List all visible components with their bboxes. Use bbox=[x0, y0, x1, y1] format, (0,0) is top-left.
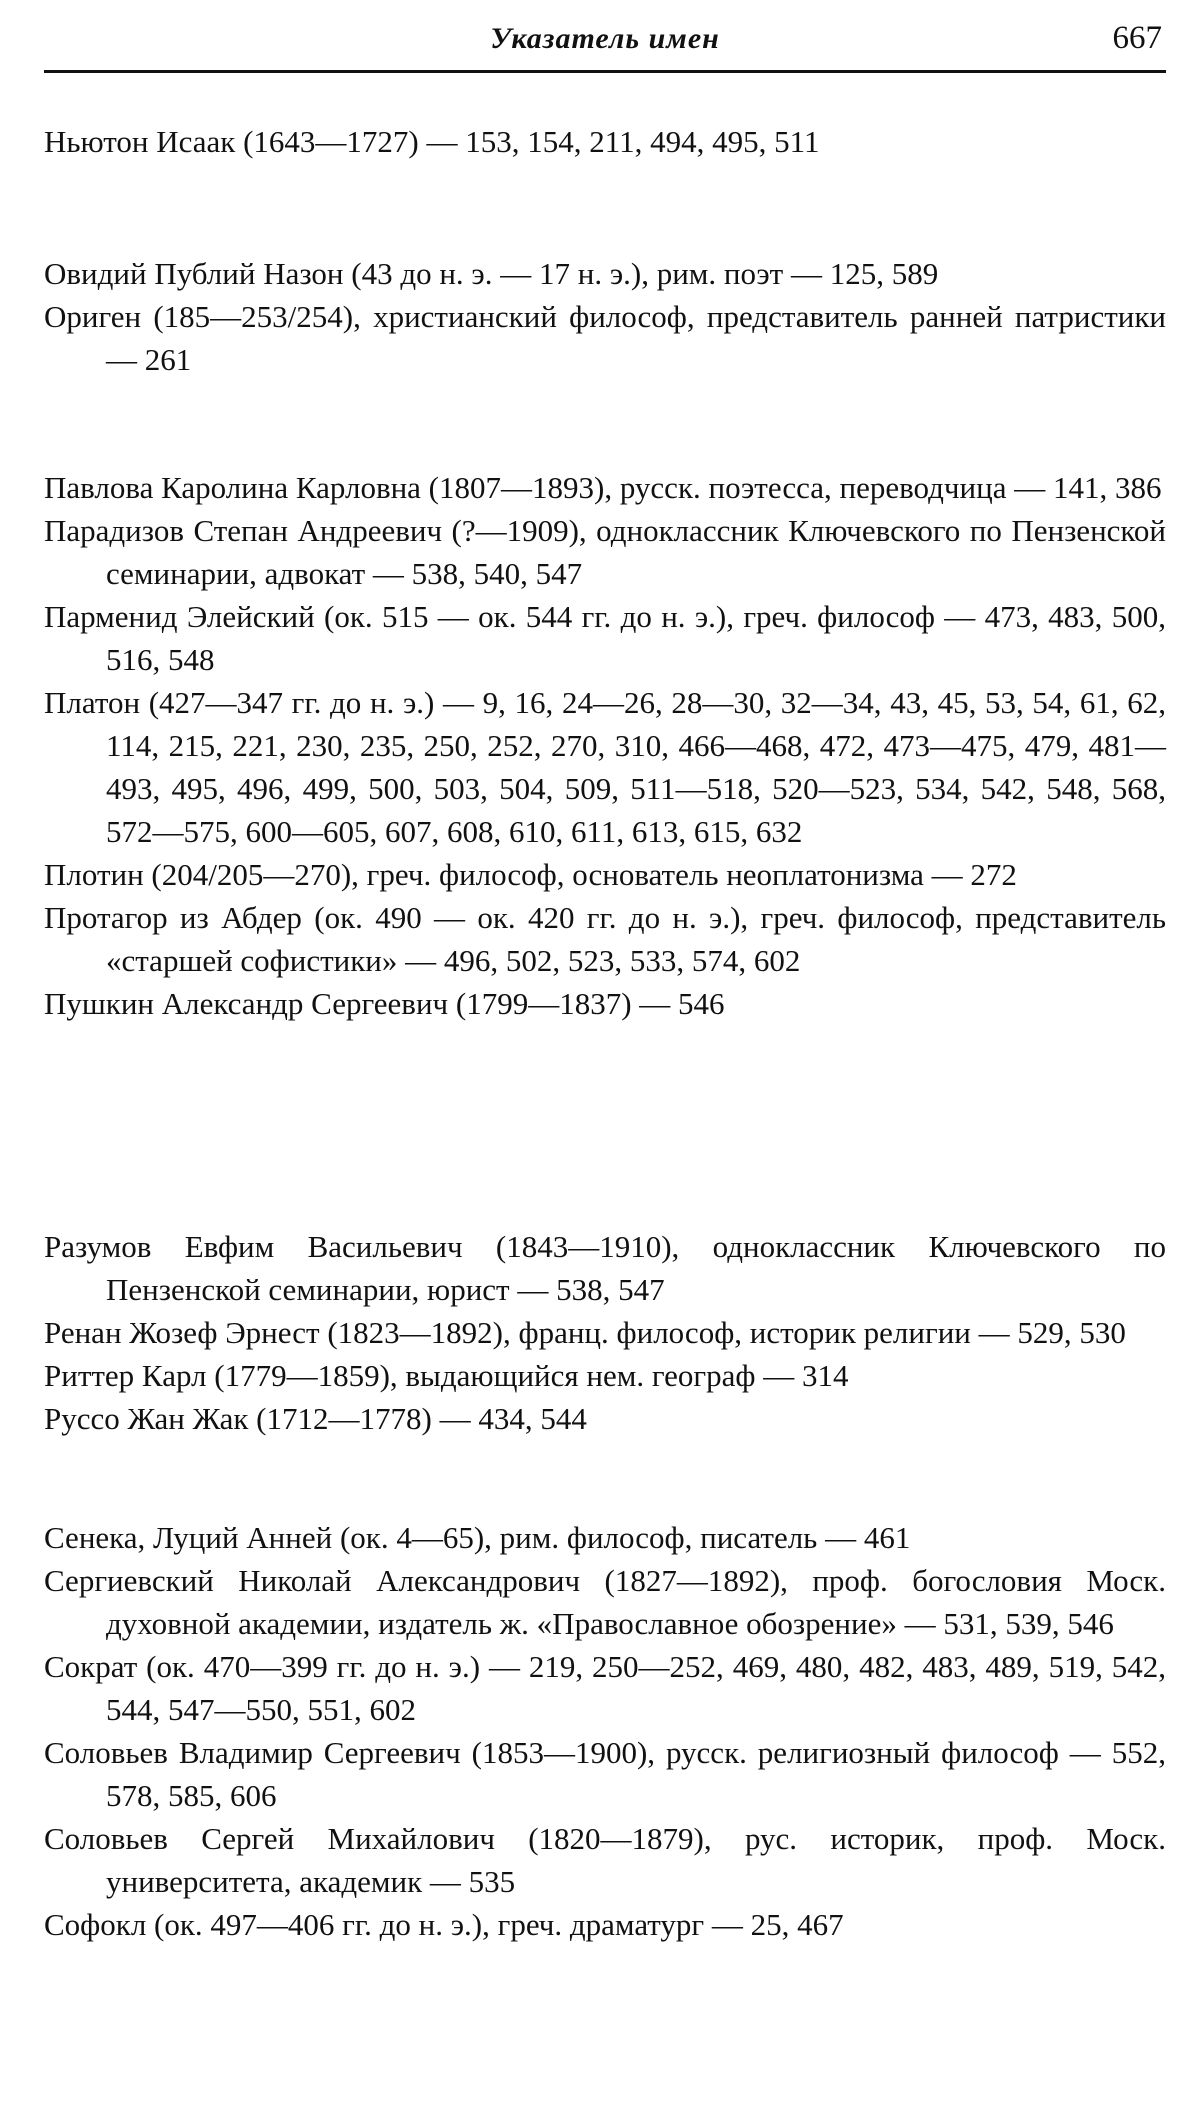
index-entry: Ренан Жозеф Эрнест (1823—1892), франц. философ, историк религии — 529, 530 bbox=[44, 1315, 1126, 1350]
index-entry: Руссо Жан Жак (1712—1778) — 434, 544 bbox=[44, 1401, 587, 1436]
index-entry: Сергиевский Николай Александрович (1827—1892), проф. богословия Моск. духовной академии, издатель ж. «Православное обозрение» — 531, 539, 546 bbox=[44, 1563, 1166, 1641]
index-entry: Парадизов Степан Андреевич (?—1909), одноклассник Ключевского по Пензенской семинарии, адвокат — 538, 540, 547 bbox=[44, 513, 1166, 591]
index-entry: Протагор из Абдер (ок. 490 — ок. 420 гг. до н. э.), греч. философ, представитель «старшей софистики» — 496, 502, 523, 533, 574, 602 bbox=[44, 900, 1166, 978]
index-entry: Платон (427—347 гг. до н. э.) — 9, 16, 24—26, 28—30, 32—34, 43, 45, 53, 54, 61, 62, 114, 215, 221, 230, 235, 250, 252, 270, 310, 466—468, 472, 473—475, 479, 481—493, 495, 496, 499, 500, 503, 504, 509, 511—518, 520—523, 534, 542, 548, 568, 572—575, 600—605, 607, 608, 610, 611, 613, 615, 632 bbox=[44, 685, 1166, 849]
index-entry: Плотин (204/205—270), греч. философ, основатель неоплатонизма — 272 bbox=[44, 857, 1017, 892]
letter-group-n bbox=[44, 120, 1166, 163]
index-entry: Соловьев Сергей Михайлович (1820—1879), рус. историк, проф. Моск. университета, академик — 535 bbox=[44, 1821, 1166, 1899]
index-entry: Риттер Карл (1779—1859), выдающийся нем. географ — 314 bbox=[44, 1358, 849, 1393]
letter-group-r bbox=[44, 1225, 1166, 1440]
page-number: 667 bbox=[1112, 20, 1162, 56]
index-entry: Овидий Публий Назон (43 до н. э. — 17 н. э.), рим. поэт — 125, 589 bbox=[44, 256, 939, 291]
letter-group-p bbox=[44, 466, 1166, 1025]
letter-group-s bbox=[44, 1516, 1166, 1946]
index-entry: Павлова Каролина Карловна (1807—1893), русск. поэтесса, переводчица — 141, 386 bbox=[44, 470, 1162, 505]
index-entry: Пушкин Александр Сергеевич (1799—1837) — 546 bbox=[44, 986, 725, 1021]
index-entry: Ориген (185—253/254), христианский философ, представитель ранней патристики — 261 bbox=[44, 299, 1166, 377]
index-entry: Сократ (ок. 470—399 гг. до н. э.) — 219, 250—252, 469, 480, 482, 483, 489, 519, 542, 544, 547—550, 551, 602 bbox=[44, 1649, 1166, 1727]
running-title: Указатель имен bbox=[490, 22, 720, 55]
index-entry: Сенека, Луций Анней (ок. 4—65), рим. философ, писатель — 461 bbox=[44, 1520, 911, 1555]
page-header bbox=[44, 14, 1166, 73]
index-entry: Соловьев Владимир Сергеевич (1853—1900), русск. религиозный философ — 552, 578, 585, 606 bbox=[44, 1735, 1166, 1813]
index-entry: Софокл (ок. 497—406 гг. до н. э.), греч. драматург — 25, 467 bbox=[44, 1907, 844, 1942]
index-entry: Парменид Элейский (ок. 515 — ок. 544 гг. до н. э.), греч. философ — 473, 483, 500, 516, 548 bbox=[44, 599, 1166, 677]
index-entry: Ньютон Исаак (1643—1727) — 153, 154, 211, 494, 495, 511 bbox=[44, 124, 820, 159]
index-entry: Разумов Евфим Васильевич (1843—1910), одноклассник Ключевского по Пензенской семинарии, юрист — 538, 547 bbox=[44, 1229, 1166, 1307]
letter-group-o bbox=[44, 252, 1166, 381]
